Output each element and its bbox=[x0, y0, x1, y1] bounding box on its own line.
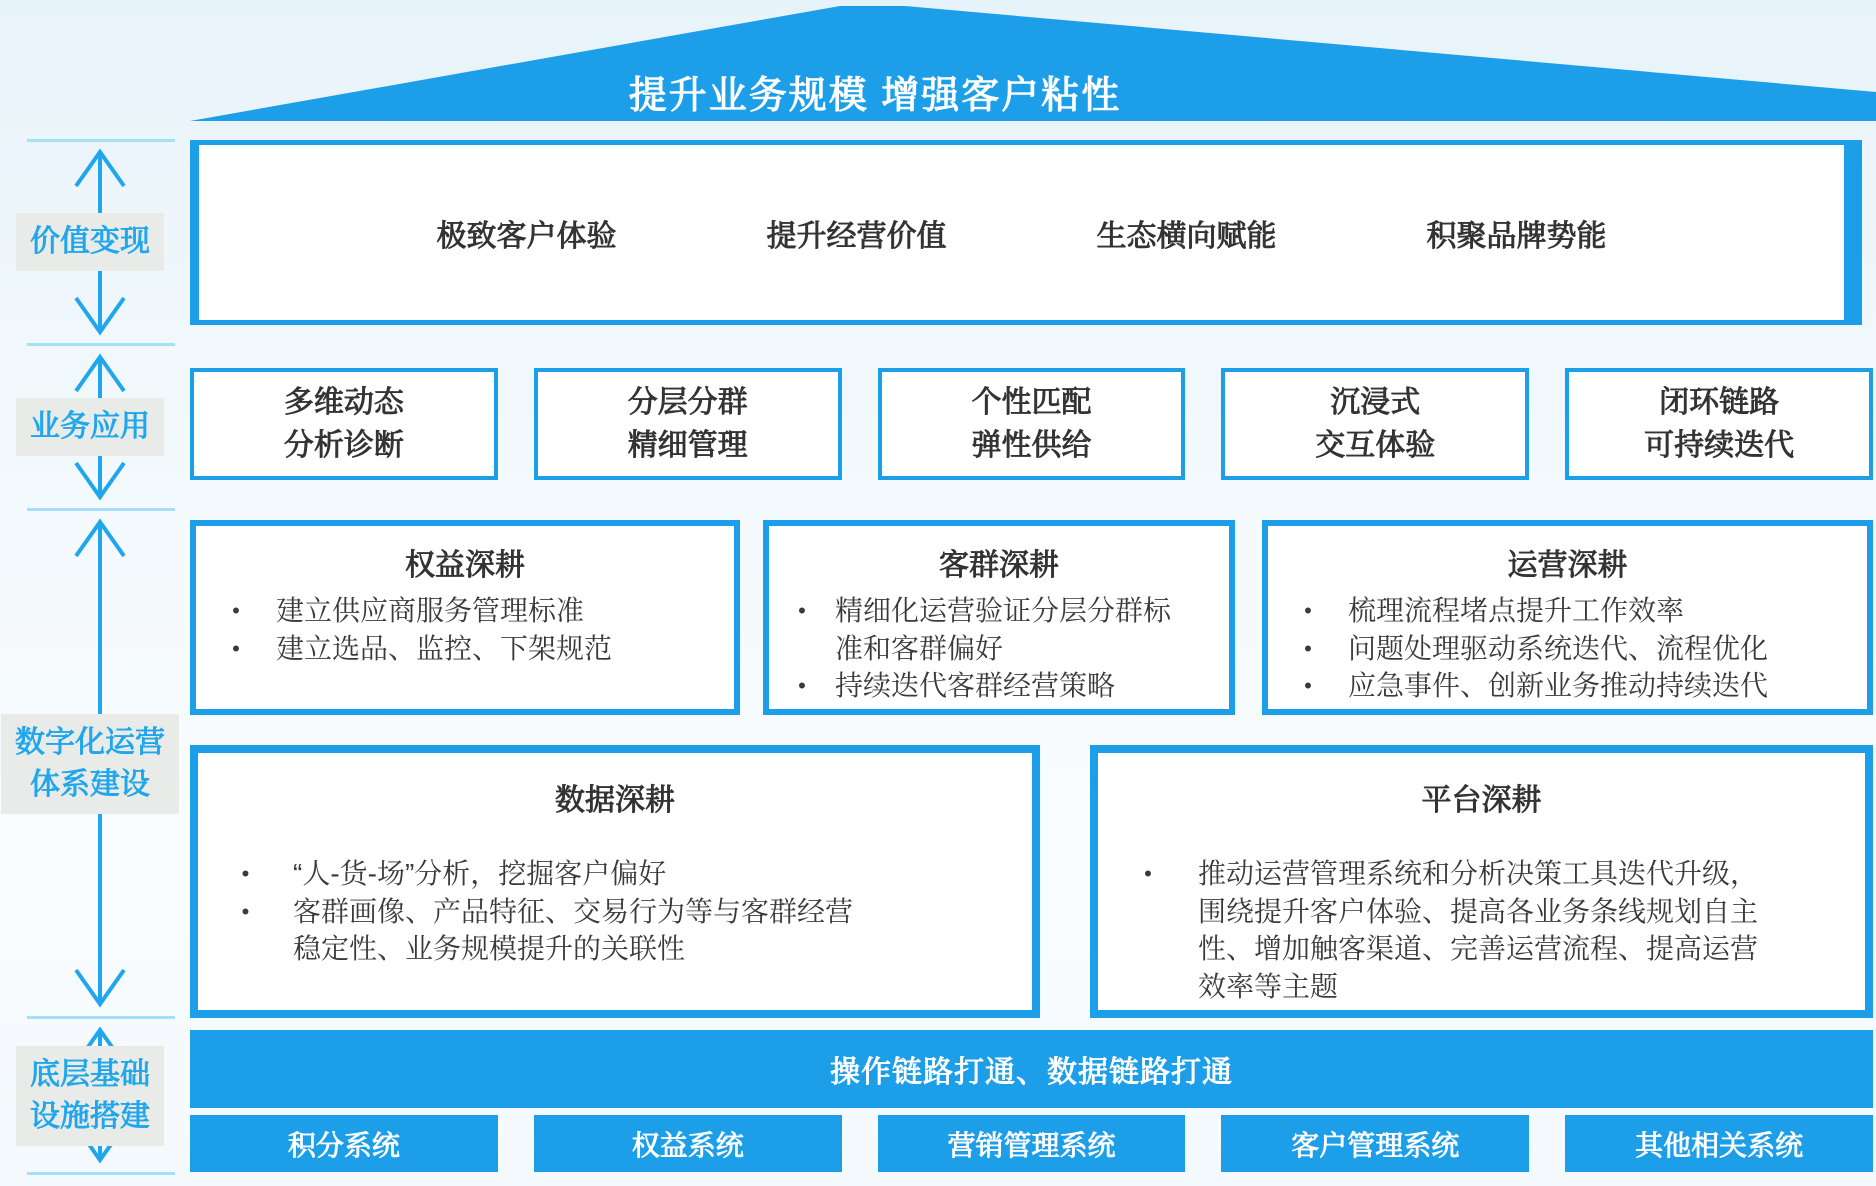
sidebar-section-application bbox=[0, 345, 180, 509]
customer-group-cultivation-box bbox=[763, 520, 1235, 715]
bullet-item: • 问题处理驱动系统迭代、流程优化 bbox=[1268, 630, 1867, 668]
bullet-dot: • bbox=[1304, 635, 1312, 661]
bullet-dot: • bbox=[241, 898, 250, 924]
bullet-dot: • bbox=[1304, 598, 1312, 623]
bullet-dot: • bbox=[232, 635, 240, 661]
systems-row bbox=[190, 1115, 1873, 1172]
bullet-item: • 建立选品、监控、下架规范 bbox=[196, 630, 734, 668]
bullet-item: • 梳理流程堵点提升工作效率 bbox=[1268, 592, 1867, 630]
bullet-dot: • bbox=[798, 598, 806, 623]
bullet-dot: • bbox=[1304, 673, 1312, 699]
value-item: 生态横向赋能 bbox=[1096, 219, 1277, 253]
bullet-dot: • bbox=[232, 598, 240, 623]
bullet-item: • 应急事件、创新业务推动持续迭代 bbox=[1268, 667, 1867, 705]
application-box: 闭环链路 可持续迭代 bbox=[1565, 368, 1873, 480]
box-title: 权益深耕 bbox=[405, 549, 525, 582]
system-box-customer-management: 客户管理系统 bbox=[1221, 1115, 1529, 1172]
data-cultivation-box bbox=[190, 745, 1040, 1018]
box-title: 数据深耕 bbox=[555, 784, 675, 817]
system-box-benefits: 权益系统 bbox=[534, 1115, 842, 1172]
application-box: 个性匹配 弹性供给 bbox=[878, 368, 1186, 480]
application-box: 分层分群 精细管理 bbox=[534, 368, 842, 480]
bullet-dot: • bbox=[1144, 861, 1152, 886]
bullet-item: • 精细化运营验证分层分群标准和客群偏好 bbox=[769, 592, 1229, 667]
sidebar-section-digital-operation bbox=[0, 510, 180, 1017]
bullet-item: • 建立供应商服务管理标准 bbox=[196, 592, 734, 630]
platform-cultivation-box bbox=[1090, 745, 1873, 1018]
box-title: 客群深耕 bbox=[939, 549, 1059, 582]
sidebar-label-digital-operation-system: 数字化运营 体系建设 bbox=[1, 714, 179, 814]
operation-cultivation-box bbox=[1262, 520, 1873, 715]
value-item: 积聚品牌势能 bbox=[1426, 219, 1607, 253]
application-box: 多维动态 分析诊断 bbox=[190, 368, 498, 480]
value-item: 极致客户体验 bbox=[436, 219, 617, 253]
sidebar-section-infrastructure bbox=[0, 1018, 180, 1174]
bullet-dot: • bbox=[798, 673, 806, 699]
box-title: 运营深耕 bbox=[1507, 549, 1628, 582]
system-box-points: 积分系统 bbox=[190, 1115, 498, 1172]
sidebar-label-infrastructure: 底层基础 设施搭建 bbox=[16, 1046, 164, 1146]
bullet-item: • “人-货-场”分析，挖掘客户偏好 bbox=[198, 855, 1032, 893]
diagram-title: 提升业务规模 增强客户粘性 bbox=[628, 75, 1122, 117]
link-through-bar: 操作链路打通、数据链路打通 bbox=[190, 1030, 1873, 1108]
bullet-item: • 推动运营管理系统和分析决策工具迭代升级，围绕提升客户体验、提高各业务条线规划自主性、增加触客渠道、完善运营流程、提高运营效率等主题 bbox=[1098, 855, 1865, 1005]
application-row bbox=[190, 368, 1873, 480]
bullet-item: • 持续迭代客群经营策略 bbox=[769, 667, 1229, 705]
sidebar-section-value bbox=[0, 140, 180, 344]
benefit-cultivation-box bbox=[190, 520, 740, 715]
system-box-marketing: 营销管理系统 bbox=[878, 1115, 1186, 1172]
sidebar-label-business-application: 业务应用 bbox=[16, 398, 164, 456]
application-box: 沉浸式 交互体验 bbox=[1221, 368, 1529, 480]
bullet-item: • 客群画像、产品特征、交易行为等与客群经营稳定性、业务规模提升的关联性 bbox=[198, 893, 1032, 968]
value-realization-box bbox=[190, 140, 1862, 325]
bullet-dot: • bbox=[241, 861, 250, 886]
box-title: 平台深耕 bbox=[1421, 784, 1542, 817]
sidebar-label-value-realization: 价值变现 bbox=[16, 213, 164, 271]
value-item: 提升经营价值 bbox=[766, 219, 947, 253]
system-box-other: 其他相关系统 bbox=[1565, 1115, 1873, 1172]
